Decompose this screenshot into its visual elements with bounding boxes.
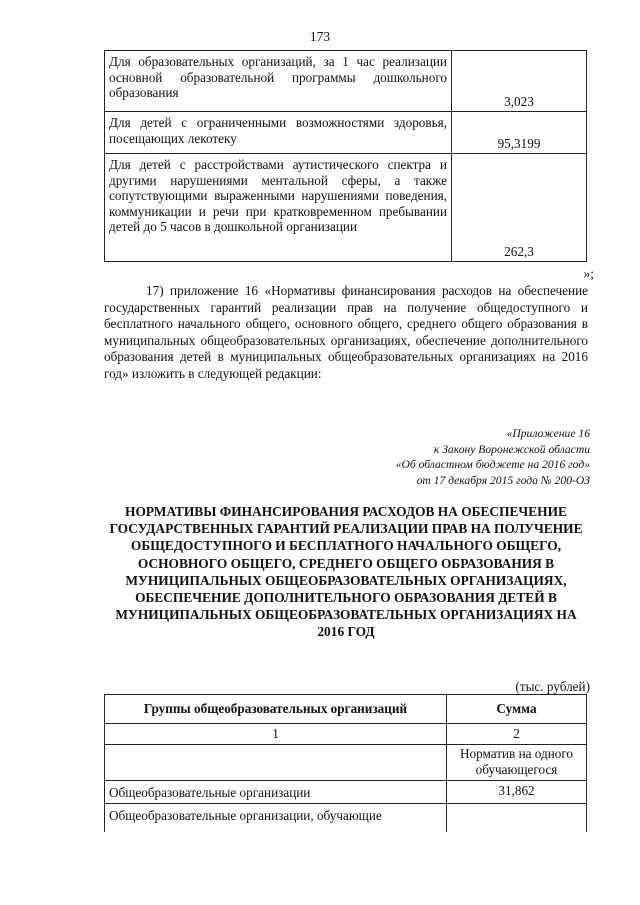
appendix-line: к Закону Воронежской области [433,442,590,456]
row-value: 262,3 [452,154,587,262]
row-description: Для детей с ограниченными возможностями здоровья, посещающих лекотеку [105,112,452,154]
organization-group: Общеобразовательные организации, обучающие [105,804,447,833]
column-header-sum: Сумма [447,695,587,724]
funding-norms-table [104,694,587,832]
norm-value [447,804,587,833]
row-description: Для образовательных организаций, за 1 час реализации основной образовательной программы дошкольного образования [105,51,452,112]
section-heading: НОРМАТИВЫ ФИНАНСИРОВАНИЯ РАСХОДОВ НА ОБЕСПЕЧЕНИЕ ГОСУДАРСТВЕННЫХ ГАРАНТИЙ РЕАЛИЗАЦИИ ПРАВ НА ПОЛУЧЕНИЕ ОБЩЕДОСТУПНОГО И БЕСПЛАТНОГО НАЧАЛЬНОГО ОБЩЕГО, ОСНОВНОГО ОБЩЕГО, СРЕДНЕГО ОБЩЕГО ОБРАЗОВАНИЯ В МУНИЦИПАЛЬНЫХ ОБЩЕОБРАЗОВАТЕЛЬНЫХ ОРГАНИЗАЦИЯХ, ОБЕСПЕЧЕНИЕ ДОПОЛНИТЕЛЬНОГО ОБРАЗОВАНИЯ ДЕТЕЙ В МУНИЦИПАЛЬНЫХ ОБЩЕОБРАЗОВАТЕЛЬНЫХ ОРГАНИЗАЦИЯХ НА 2016 ГОД [109,504,583,640]
table-row [105,51,587,112]
row-value: 3,023 [452,51,587,112]
column-number-row [105,724,587,745]
norms-table-continued [104,50,587,262]
appendix-line: от 17 декабря 2015 года № 200-ОЗ [416,473,590,487]
table-header-row [105,695,587,724]
empty-cell [105,745,447,781]
appendix-line: «Об областном бюджете на 2016 год» [395,458,590,471]
table-row [105,112,587,154]
appendix-reference [330,426,590,488]
amendment-paragraph: 17) приложение 16 «Нормативы финансирования расходов на обеспечение государственных гарантий реализации прав на получение общедоступного и бесплатного начального общего, основного общего, среднего общего образования в муниципальных общеобразовательных организациях, обеспечение дополнительного образования детей в муниципальных общеобразовательных организациях на 2016 год» изложить в следующей редакции: [104,283,588,381]
table-row [105,781,587,804]
column-number: 1 [105,724,447,745]
column-header-groups: Группы общеобразовательных организаций [105,695,447,724]
row-description: Для детей с расстройствами аутистического спектра и другими нарушениями ментальной сферы, а также сопутствующими выраженными нарушениями поведения, коммуникации и речи при кратковременном пребывании детей до 5 часов в дошкольной организации [105,154,452,262]
quote-close-mark: »; [583,266,594,281]
table-row [105,804,587,833]
appendix-line: «Приложение 16 [506,427,590,440]
row-value: 95,3199 [452,112,587,154]
units-label: (тыс. рублей) [515,679,590,694]
column-number: 2 [447,724,587,745]
norm-value: 31,862 [447,781,587,804]
table-row [105,154,587,262]
page-number: 173 [309,29,331,44]
subheader-row [105,745,587,781]
organization-group: Общеобразовательные организации [105,781,447,804]
per-student-norm-label: Норматив на одного обучающегося [447,745,587,781]
